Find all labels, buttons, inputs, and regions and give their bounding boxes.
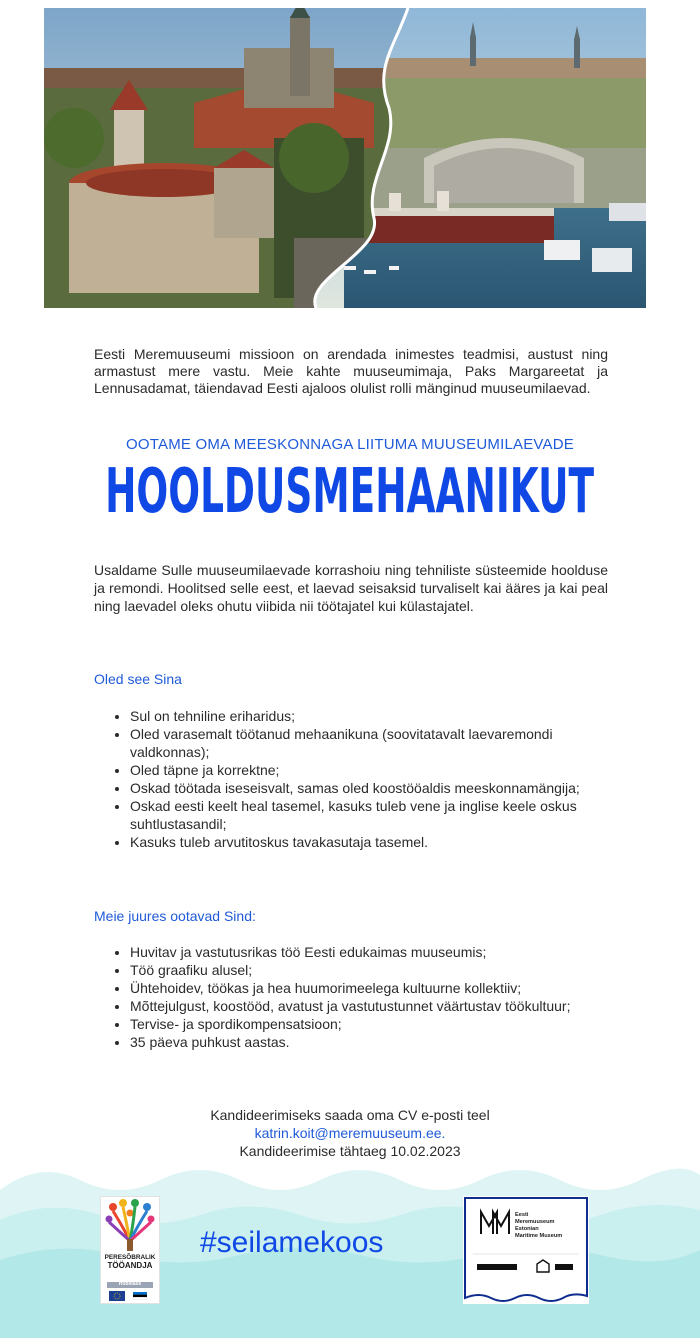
list-item: • Ühtehoidev, töökas ja hea huumorimeelega kultuurne kollektiiv;: [130, 979, 620, 997]
tallinn-collage-image: [44, 8, 646, 308]
list-item: • Sul on tehniline eriharidus;: [130, 707, 620, 725]
employer-logo-text: PERESÕBRALIK TÖÖANDJA: [104, 1254, 156, 1270]
job-title-text: HOOLDUSMEHAANIKUT: [105, 456, 595, 528]
hero-photo-collage: [44, 8, 646, 308]
offers-heading: Meie juures ootavad Sind:: [94, 908, 256, 924]
list-item: • Huvitav ja vastutusrikas töö Eesti edukaimas muuseumis;: [130, 943, 620, 961]
family-friendly-employer-logo: [100, 1196, 160, 1304]
list-item: • Tervise- ja spordikompensatsioon;: [130, 1015, 620, 1033]
eu-flag-icon: [109, 1291, 151, 1301]
list-item: • Oskad töötada iseseisvalt, samas oled koostööaldis meeskonnamängija;: [130, 779, 620, 797]
list-item: • Oled varasemalt töötanud mehaanikuna (soovitatavalt laevaremondi valdkonnas);: [130, 725, 620, 761]
job-description: Usaldame Sulle muuseumilaevade korrashoiu ning tehniliste süsteemide hoolduse ja remondi. Hoolitsed selle eest, et laevad seisaksid turvaliselt kai ääres ja kai peal ning laevadel oleks ohutu viibida nii töötajatel kui külastajatel.: [94, 562, 608, 614]
job-title: [0, 452, 700, 532]
list-item: • Oled täpne ja korrektne;: [130, 761, 620, 779]
requirements-heading: Oled see Sina: [94, 671, 182, 687]
contact-email-link[interactable]: katrin.koit@meremuuseum.ee.: [254, 1125, 446, 1141]
silver-level-label: Hõbetase: [118, 1281, 142, 1287]
list-item: • Oskad eesti keelt heal tasemel, kasuks tuleb vene ja inglise keele oskus suhtlustasandil;: [130, 797, 620, 833]
heading-subtitle: OOTAME OMA MEESKONNAGA LIITUMA MUUSEUMILAEVADE: [126, 436, 574, 453]
hashtag: #seilamekoos: [200, 1226, 384, 1259]
people-tree-icon: [101, 1197, 159, 1253]
offers-list: [112, 943, 620, 1051]
museum-logo-text: Eesti Meremuuseum Estonian Maritime Museum: [515, 1212, 563, 1239]
requirements-list: [112, 707, 620, 851]
maritime-museum-logo: [463, 1196, 589, 1304]
list-item: • Kasuks tuleb arvutitoskus tavakasutaja tasemel.: [130, 833, 620, 851]
list-item: • Mõttejulgust, koostööd, avatust ja vastutustunnet väärtustav töökultuur;: [130, 997, 620, 1015]
apply-deadline: Kandideerimise tähtaeg 10.02.2023: [239, 1143, 461, 1159]
mission-intro: Eesti Meremuuseumi missioon on arendada inimestes teadmisi, austust ning armastust mere vastu. Meie kahte muuseumimaja, Paks Margareetat ja Lennusadamat, täiendavad Eesti ajaloos olulist rolli mänginud muuseumilaevad.: [94, 346, 608, 396]
list-item: • 35 päeva puhkust aastas.: [130, 1033, 620, 1051]
list-item: • Töö graafiku alusel;: [130, 961, 620, 979]
application-info: [0, 1106, 700, 1160]
apply-instruction: Kandideerimiseks saada oma CV e-posti teel: [210, 1107, 490, 1123]
